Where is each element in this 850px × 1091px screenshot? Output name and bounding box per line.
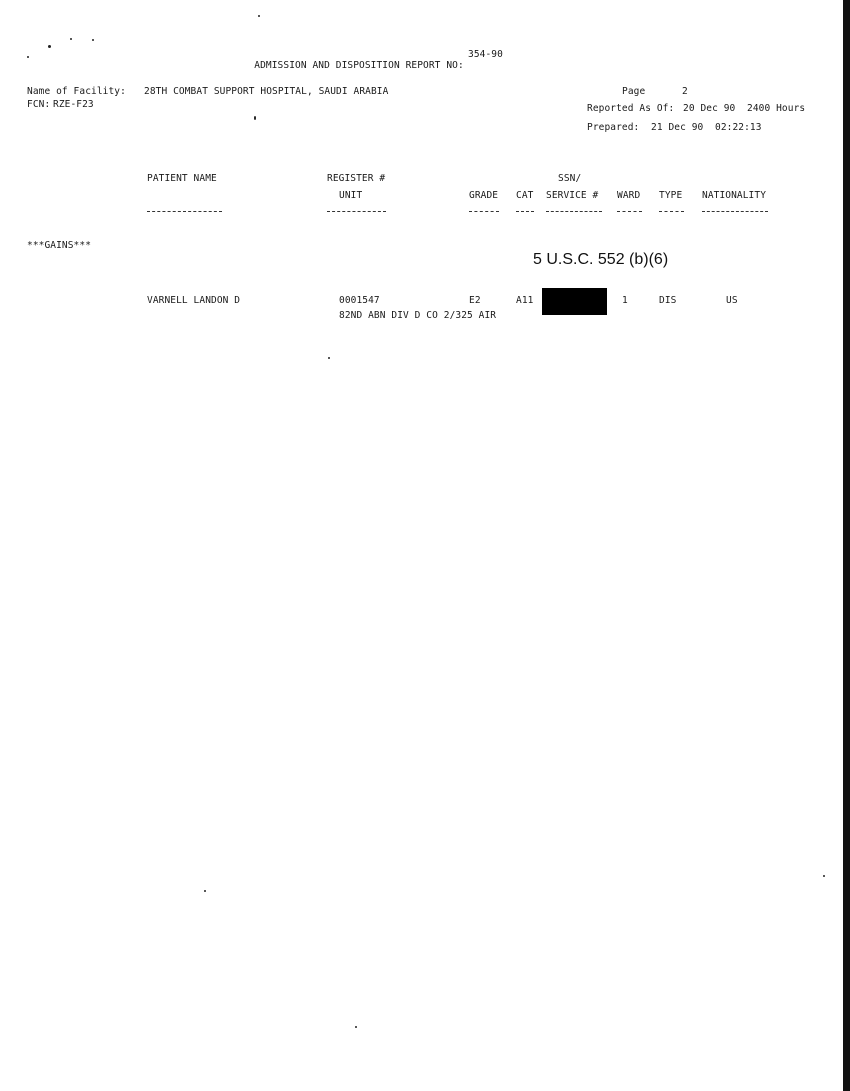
header-underline [546, 211, 602, 212]
scan-speck [92, 39, 94, 41]
cat-cell: A11 [516, 295, 534, 306]
column-header-type: TYPE [659, 190, 683, 201]
patient-name-cell: VARNELL LANDON D [147, 295, 241, 306]
reported-as-of-label: Reported As Of: [587, 103, 675, 114]
report-number: 354-90 [468, 49, 503, 60]
column-header-ssn: SSN/ [558, 173, 582, 184]
header-underline [659, 211, 684, 212]
column-header-unit: UNIT [339, 190, 363, 201]
column-header-patient-name: PATIENT NAME [147, 173, 217, 184]
fcn-label: FCN: [27, 99, 51, 110]
redaction-box [542, 288, 607, 315]
column-header-nationality: NATIONALITY [702, 190, 767, 201]
report-title [231, 49, 464, 82]
gains-section-label: ***GAINS*** [27, 240, 92, 251]
foia-exemption-note: 5 U.S.C. 552 (b)(6) [533, 251, 669, 268]
scan-speck [258, 15, 260, 17]
scan-edge-border [843, 0, 850, 1091]
header-underline [516, 211, 534, 212]
page-label: Page [622, 86, 646, 97]
header-underline [147, 211, 222, 212]
unit-cell: 82ND ABN DIV D CO 2/325 AIR [339, 310, 497, 321]
column-header-ward: WARD [617, 190, 641, 201]
scan-speck [355, 1026, 357, 1028]
type-cell: DIS [659, 295, 677, 306]
grade-cell: E2 [469, 295, 481, 306]
scan-speck [48, 45, 51, 48]
scan-speck [70, 38, 72, 40]
report-title-label: ADMISSION AND DISPOSITION REPORT NO: [254, 60, 464, 71]
scan-speck [254, 116, 256, 120]
register-cell: 0001547 [339, 295, 380, 306]
column-header-cat: CAT [516, 190, 534, 201]
nationality-cell: US [726, 295, 738, 306]
prepared-label: Prepared: [587, 122, 640, 133]
prepared-value: 21 Dec 90 02:22:13 [651, 122, 762, 133]
scan-speck [328, 357, 330, 359]
header-underline [469, 211, 499, 212]
scan-speck [27, 56, 29, 58]
scan-speck [823, 875, 825, 877]
column-header-register: REGISTER # [327, 173, 386, 184]
facility-name: 28TH COMBAT SUPPORT HOSPITAL, SAUDI ARABIA [144, 86, 389, 97]
fcn-value: RZE-F23 [53, 99, 94, 110]
reported-as-of-value: 20 Dec 90 2400 Hours [683, 103, 806, 114]
facility-label: Name of Facility: [27, 86, 126, 97]
ward-cell: 1 [622, 295, 628, 306]
scan-speck [204, 890, 206, 892]
header-underline [617, 211, 642, 212]
header-underline [327, 211, 386, 212]
column-header-service: SERVICE # [546, 190, 599, 201]
column-header-grade: GRADE [469, 190, 499, 201]
page-number: 2 [682, 86, 688, 97]
header-underline [702, 211, 768, 212]
